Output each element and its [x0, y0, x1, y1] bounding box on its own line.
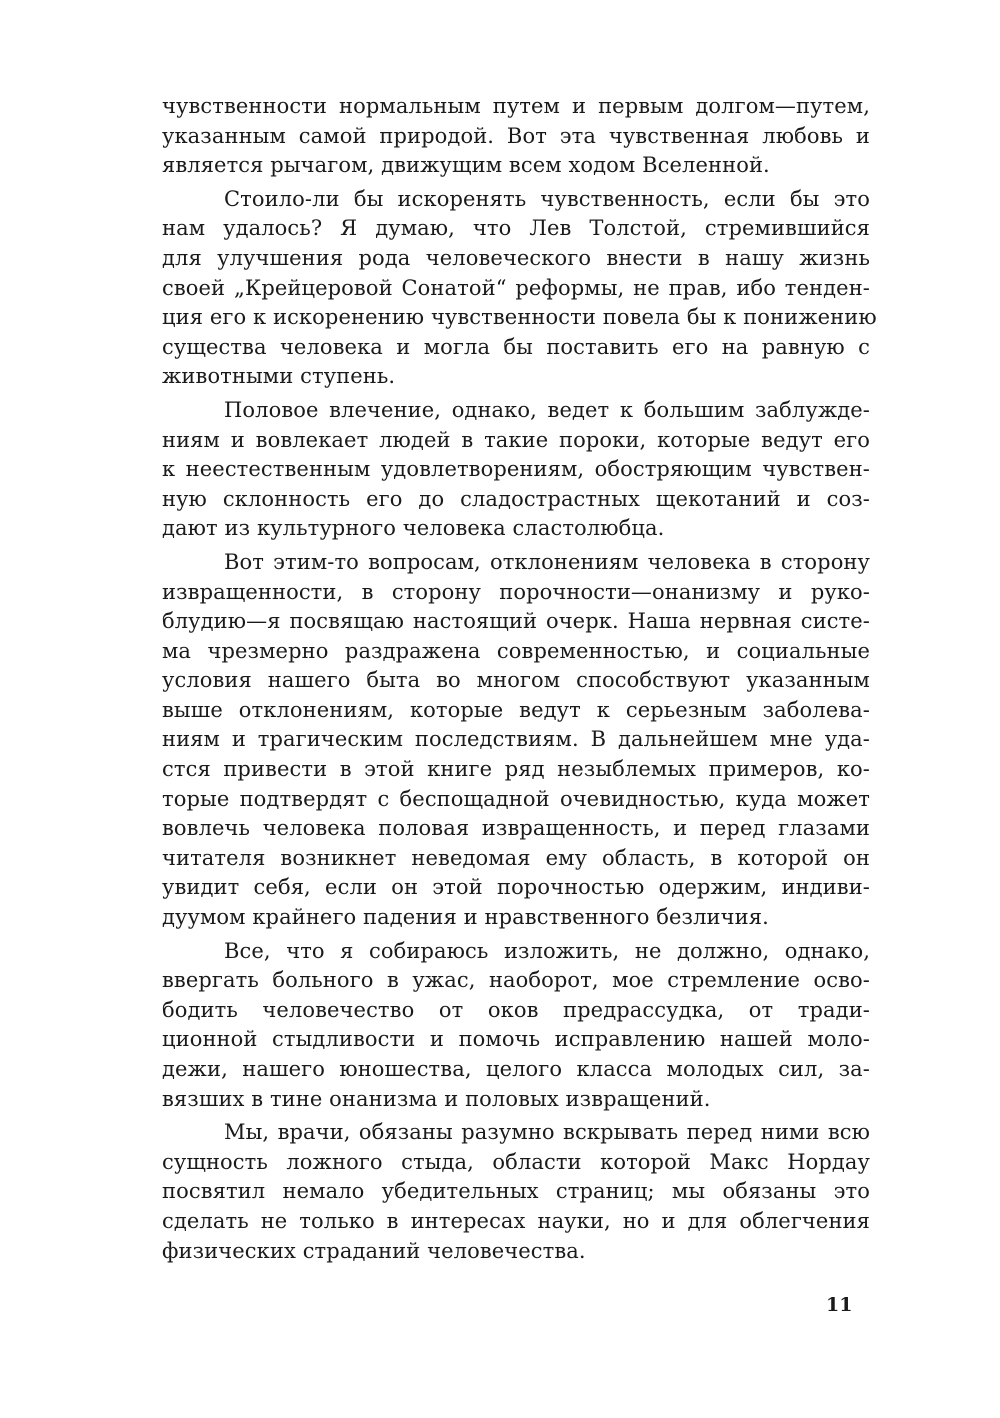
- text-line: к неестественным удовлетворениям, обостряющим чувствен-: [162, 457, 870, 482]
- text-line: блудию—я посвящаю настоящий очерк. Наша нервная систе-: [162, 609, 870, 634]
- text-line: Половое влечение, однако, ведет к большим заблужде-: [224, 397, 870, 422]
- text-line: читателя возникнет неведомая ему область, в которой он: [162, 845, 870, 870]
- text-line: животными ступень.: [162, 364, 396, 389]
- text-line: увидит себя, если он этой порочностью одержим, индиви-: [162, 875, 870, 900]
- text-line: сделать не только в интересах науки, но и для облегчения: [162, 1208, 870, 1233]
- text-line: ниям и трагическим последствиям. В дальнейшем мне уда-: [162, 727, 870, 752]
- paragraph: [162, 1118, 870, 1266]
- text-line: указанным самой природой. Вот эта чувственная любовь и: [162, 123, 870, 148]
- paragraph: [162, 92, 870, 181]
- text-line: ция его к искоренению чувственности повела бы к понижению: [162, 305, 877, 330]
- text-line: торые подтвердят с беспощадной очевидностью, куда может: [162, 786, 870, 811]
- paragraph: [162, 396, 870, 544]
- text-line: ниям и вовлекает людей в такие пороки, которые ведут его: [162, 427, 870, 452]
- paragraph: [162, 937, 870, 1115]
- text-line: бодить человечество от оков предрассудка, от тради-: [162, 997, 870, 1022]
- text-line: существа человека и могла бы поставить его на равную с: [162, 334, 870, 359]
- text-line: для улучшения рода человеческого внести в нашу жизнь: [162, 245, 870, 270]
- body-text: [162, 92, 877, 1266]
- text-line: физических страданий человечества.: [162, 1238, 586, 1263]
- text-line: выше отклонениям, которые ведут к серьезным заболева-: [162, 697, 870, 722]
- text-line: дуумом крайнего падения и нравственного безличия.: [162, 905, 769, 930]
- text-line: нам удалось? Я думаю, что Лев Толстой, стремившийся: [162, 216, 870, 241]
- paragraph: [162, 185, 877, 392]
- text-line: ма чрезмерно раздражена современностью, и социальные: [162, 638, 870, 663]
- text-line: Все, что я собираюсь изложить, не должно, однако,: [224, 938, 870, 963]
- text-line: посвятил немало убедительных страниц; мы обязаны это: [162, 1179, 870, 1204]
- text-line: вовлечь человека половая извращенность, и перед глазами: [162, 816, 870, 841]
- text-line: ввергать больного в ужас, наоборот, мое стремление осво-: [162, 968, 870, 993]
- text-line: условия нашего быта во многом способствуют указанным: [162, 668, 870, 693]
- text-line: чувственности нормальным путем и первым долгом—путем,: [162, 94, 870, 118]
- paragraph: [162, 548, 870, 933]
- text-line: вязших в тине онанизма и половых извращений.: [162, 1086, 711, 1111]
- text-line: извращенности, в сторону порочности—онанизму и руко-: [162, 579, 870, 604]
- text-line: дают из культурного человека сластолюбца.: [162, 516, 665, 541]
- text-line: Мы, врачи, обязаны разумно вскрывать перед ними всю: [224, 1120, 870, 1145]
- text-line: Стоило-ли бы искоренять чувственность, если бы это: [224, 186, 870, 211]
- text-line: ную склонность его до сладострастных щекотаний и соз-: [162, 486, 870, 511]
- page-number: 11: [826, 1294, 853, 1316]
- text-line: является рычагом, движущим всем ходом Вселенной.: [162, 153, 770, 178]
- text-line: дежи, нашего юношества, целого класса молодых сил, за-: [162, 1057, 870, 1081]
- text-line: сущность ложного стыда, области которой Макс Нордау: [162, 1149, 870, 1174]
- text-line: ционной стыдливости и помочь исправлению нашей моло-: [162, 1027, 870, 1052]
- text-line: Вот этим-то вопросам, отклонениям человека в сторону: [224, 549, 870, 574]
- text-line: своей „Крейцеровой Сонатой“ реформы, не прав, ибо тенден-: [162, 275, 870, 300]
- text-line: стся привести в этой книге ряд незыблемых примеров, ко-: [162, 757, 870, 782]
